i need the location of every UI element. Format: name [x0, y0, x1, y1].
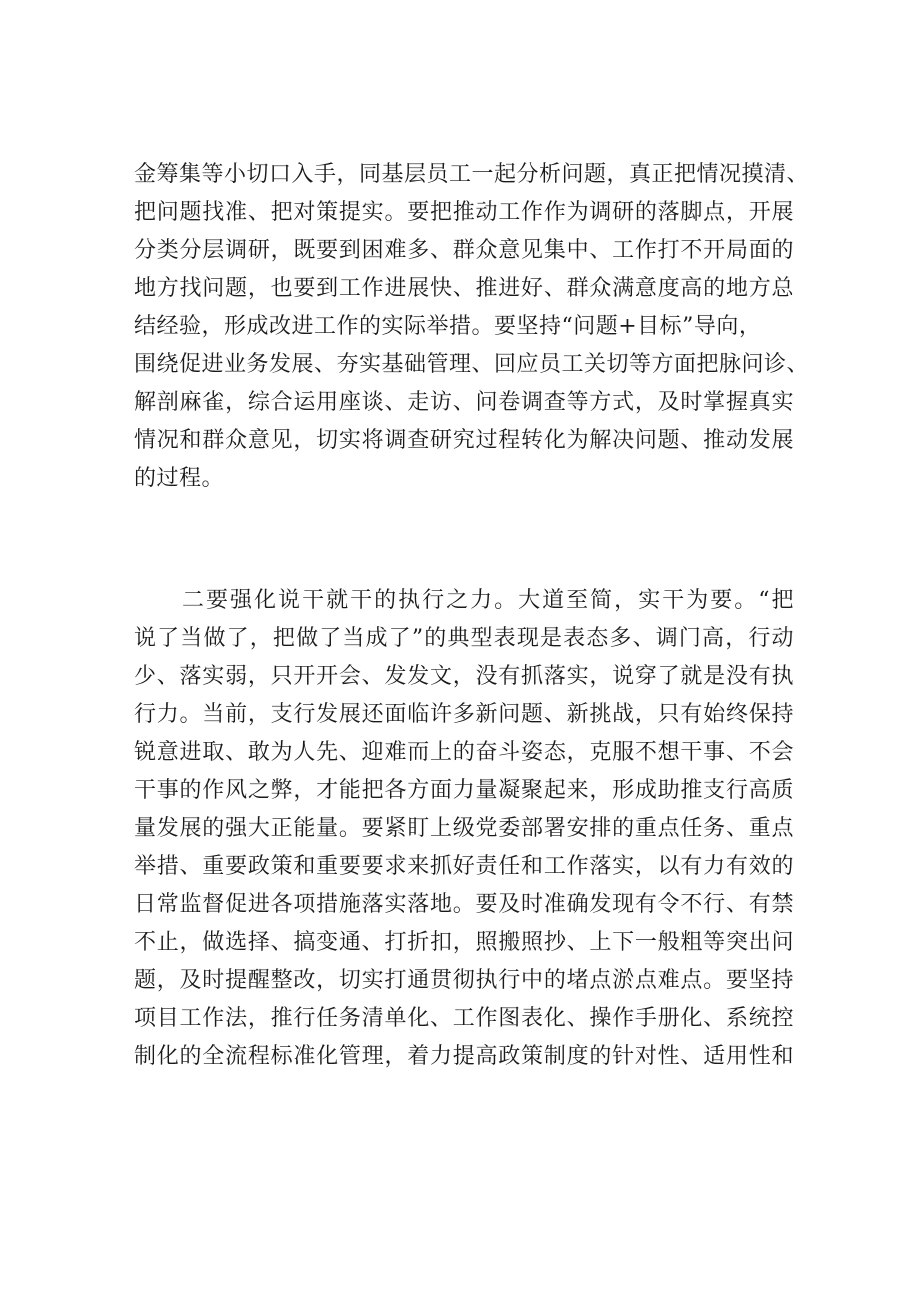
- paragraph-1-line: 情况和群众意见，切实将调查研究过程转化为解决问题、推动发展: [134, 428, 794, 453]
- paragraph-1-line: 的过程。: [134, 466, 225, 491]
- paragraph-1-line: 分类分层调研，既要到困难多、群众意见集中、工作打不开局面的: [134, 238, 794, 263]
- paragraph-2-line: 干事的作风之弊，才能把各方面力量凝聚起来，形成助推支行高质: [134, 778, 794, 803]
- paragraph-2-line: 说了当做了，把做了当成了”的典型表现是表态多、调门高，行动: [134, 626, 794, 651]
- paragraph-2-line: 少、落实弱，只开开会、发发文，没有抓落实，说穿了就是没有执: [134, 664, 794, 689]
- paragraph-2-line: 项目工作法，推行任务清单化、工作图表化、操作手册化、系统控: [134, 1006, 794, 1031]
- paragraph-1-line: 结经验，形成改进工作的实际举措。要坚持“问题+目标”导向，: [134, 314, 762, 339]
- paragraph-1-line: 解剖麻雀，综合运用座谈、走访、问卷调查等方式，及时掌握真实: [134, 390, 794, 415]
- paragraph-2-line: 不止，做选择、搞变通、打折扣，照搬照抄、上下一般粗等突出问: [134, 930, 794, 955]
- paragraph-1-line: 围绕促进业务发展、夯实基础管理、回应员工关切等方面把脉问诊、: [134, 352, 810, 377]
- paragraph-2-line: 题，及时提醒整改，切实打通贯彻执行中的堵点淤点难点。要坚持: [134, 968, 794, 993]
- paragraph-2: [134, 582, 794, 1076]
- paragraph-2-line: 制化的全流程标准化管理，着力提高政策制度的针对性、适用性和: [134, 1044, 794, 1069]
- paragraph-2-line: 量发展的强大正能量。要紧盯上级党委部署安排的重点任务、重点: [134, 816, 794, 841]
- paragraph-2-line: 举措、重要政策和重要要求来抓好责任和工作落实，以有力有效的: [134, 854, 794, 879]
- paragraph-2-line: 行力。当前，支行发展还面临许多新问题、新挑战，只有始终保持: [134, 702, 794, 727]
- paragraph-1-line: 金筹集等小切口入手，同基层员工一起分析问题，真正把情况摸清、: [134, 162, 810, 187]
- paragraph-1: [134, 156, 810, 498]
- paragraph-1-line: 把问题找准、把对策提实。要把推动工作作为调研的落脚点，开展: [134, 200, 794, 225]
- paragraph-2-line: 锐意进取、敢为人先、迎难而上的奋斗姿态，克服不想干事、不会: [134, 740, 794, 765]
- paragraph-2-line: 日常监督促进各项措施落实落地。要及时准确发现有令不行、有禁: [134, 892, 794, 917]
- paragraph-1-line: 地方找问题，也要到工作进展快、推进好、群众满意度高的地方总: [134, 276, 794, 301]
- paragraph-2-line: 二要强化说干就干的执行之力。大道至简，实干为要。“把: [134, 588, 794, 613]
